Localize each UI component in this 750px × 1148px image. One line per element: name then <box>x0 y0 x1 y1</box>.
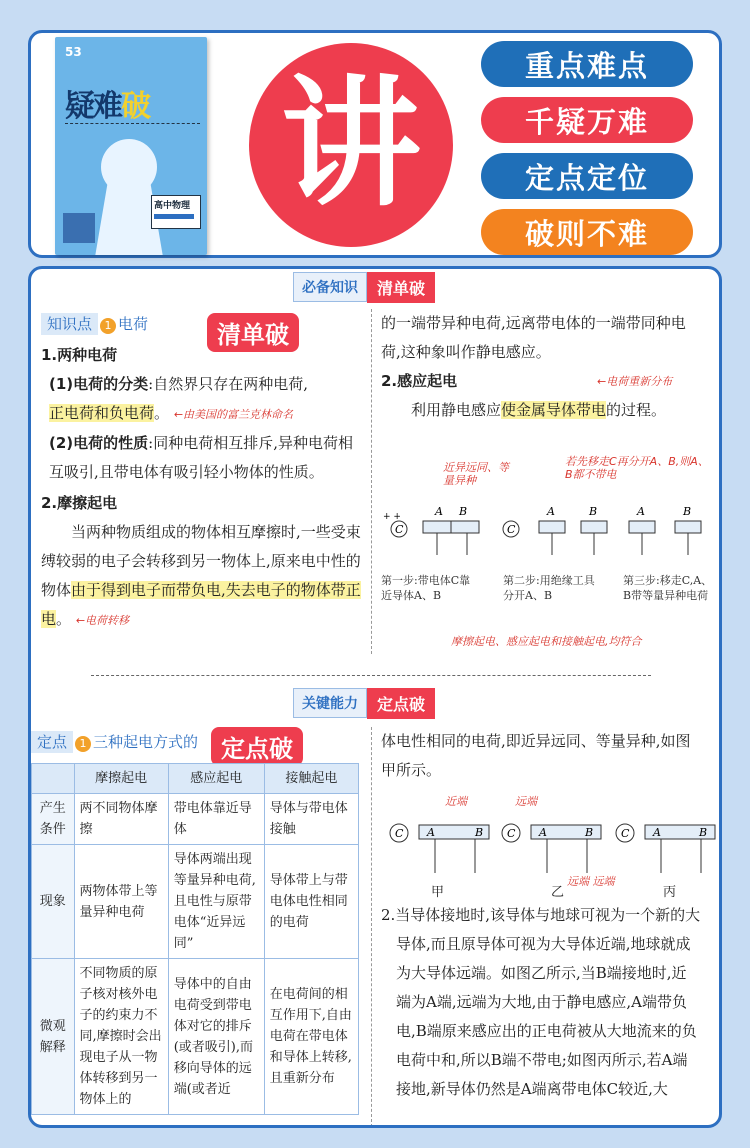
fig-label-yi: 乙 <box>551 885 565 900</box>
heading-friction: 2.摩擦起电 <box>41 494 118 512</box>
top-panel <box>28 30 722 258</box>
section-banner-knowledge: 必备知识 清单破 <box>293 273 435 301</box>
table-row: 产生条件 两不同物体摩擦 带电体靠近导体 导体与带电体接触 <box>32 794 359 845</box>
svg-text:B: B <box>585 826 594 839</box>
cover-boxes-graphic <box>63 213 95 243</box>
pill-1: 重点难点 <box>481 41 693 87</box>
pill-2: 千疑万难 <box>481 97 693 143</box>
svg-text:A: A <box>539 826 547 839</box>
svg-text:B: B <box>459 505 468 518</box>
column-divider <box>371 309 372 654</box>
grounding-diagram <box>379 787 719 887</box>
note-franklin: ←由美国的富兰克林命名 <box>173 408 294 421</box>
note-conservation: 摩擦起电、感应起电和接触起电,均符合 <box>451 635 642 648</box>
cover-logo: 53 <box>65 45 82 59</box>
svg-text:A: A <box>435 505 443 518</box>
section-divider <box>91 675 651 676</box>
pill-4: 破则不难 <box>481 209 693 255</box>
svg-text:C: C <box>507 523 516 536</box>
fig-label-jia: 甲 <box>431 885 445 900</box>
svg-text:A: A <box>427 826 435 839</box>
cover-subtitle-line <box>65 123 200 130</box>
svg-text:C: C <box>621 827 630 840</box>
svg-text:C: C <box>395 523 404 536</box>
note-transfer: ←电荷转移 <box>75 614 130 627</box>
svg-text:A: A <box>547 505 555 518</box>
heading-two-charges: 1.两种电荷 <box>41 346 118 364</box>
right-column-text-2: 体电性相同的电荷,即近异远同、等量异种,如图甲所示。 <box>381 732 691 779</box>
note-remove-first: 若先移走C再分开A、B,则A、B都不带电 <box>565 455 709 481</box>
book-cover <box>55 37 207 255</box>
caption-step1: 第一步:带电体C靠近导体A、B <box>381 574 471 602</box>
svg-text:B: B <box>683 505 692 518</box>
table-row: 微观解释 不同物质的原子核对核外电子的约束力不同,摩擦时会出现电子从一物体转移到另一物体上的 导体中的自由电荷受到带电体对它的排斥(或者吸引),而移向导体的远端(或者近 在电荷间的相互作用下,自由电荷在带电体和导体上转移,且重新分布 <box>32 959 359 1115</box>
center-big-char: 讲 <box>249 43 453 247</box>
fig-label-bing: 丙 <box>663 885 677 900</box>
svg-text:C: C <box>507 827 516 840</box>
svg-text:+ +: + + <box>383 512 401 522</box>
cover-subject-tag: 高中物理 <box>151 195 201 229</box>
cover-title: 疑难破 <box>65 89 149 124</box>
point-heading: 定点 1 三种起电方式的 <box>31 731 198 752</box>
svg-text:C: C <box>395 827 404 840</box>
content-panel <box>28 266 722 1128</box>
fig-near-label: 近端 <box>445 795 467 808</box>
table-row: 现象 两物体带上等量异种电荷 导体两端出现等量异种电荷,且电性与原带电体“近异远同” 导体带上与带电体电性相同的电荷 <box>32 845 359 959</box>
caption-step3: 第三步:移走C,A、B带等量异种电荷 <box>623 574 713 602</box>
fig-far-label: 远端 <box>515 795 537 808</box>
knowledge-point-heading: 知识点 1 电荷 <box>41 313 148 334</box>
pill-3: 定点定位 <box>481 153 693 199</box>
svg-text:B: B <box>475 826 484 839</box>
table-header-row: 摩擦起电 感应起电 接触起电 <box>32 764 359 794</box>
note-redistribute: ←电荷重新分布 <box>597 375 673 388</box>
dingdianpo-tag: 定点破 <box>211 727 303 766</box>
svg-text:A: A <box>637 505 645 518</box>
induction-diagram <box>379 501 719 571</box>
note-near-far: 近异远同、等量异种 <box>443 461 509 487</box>
qingdanpo-tag: 清单破 <box>207 313 299 352</box>
fig-far-labels-2: 远端 远端 <box>567 875 615 888</box>
svg-text:B: B <box>699 826 708 839</box>
left-column-text: 1.两种电荷 (1)电荷的分类:自然界只存在两种电荷, 正电荷和负电荷。 ←由美国的富兰克林命名 (2)电荷的性质:同种电荷相互排斥,异种电荷相互吸引,且带电体有吸引轻小物体的性质。 2.摩擦起电 当两种物质组成的物体相互摩擦时,一些受束缚较弱的电子会转移到另一物体上,原来电中性的物体由于得到电子而带负电,失去电子的物体带正电。 ←电荷转移 <box>41 341 363 635</box>
svg-text:A: A <box>653 826 661 839</box>
caption-step2: 第二步:用绝缘工具分开A、B <box>503 574 595 602</box>
right-column-text: 的一端带异种电荷,远离带电体的一端带同种电荷,这种象叫作静电感应。 2.感应起电 利用静电感应使金属导体带电的过程。 <box>381 314 686 419</box>
heading-induction: 2.感应起电 <box>381 372 458 390</box>
right-column-text-3: 2.当导体接地时,该导体与地球可视为一个新的大导体,而且原导体可视为大导体近端,地球就成为大导体远端。如图乙所示,当B端接地时,近端为A端,远端为大地,由于静电感应,A端带负电,B端原来感应出的正电荷被从大地流来的负电荷中和,所以B端不带电;如图丙所示,若A端接地,新导体仍然是A端离带电体C较近,大 <box>381 906 701 1098</box>
column-divider-2 <box>371 727 372 1127</box>
svg-text:B: B <box>589 505 598 518</box>
comparison-table <box>31 763 359 1115</box>
section-banner-ability: 关键能力 定点破 <box>293 689 435 717</box>
